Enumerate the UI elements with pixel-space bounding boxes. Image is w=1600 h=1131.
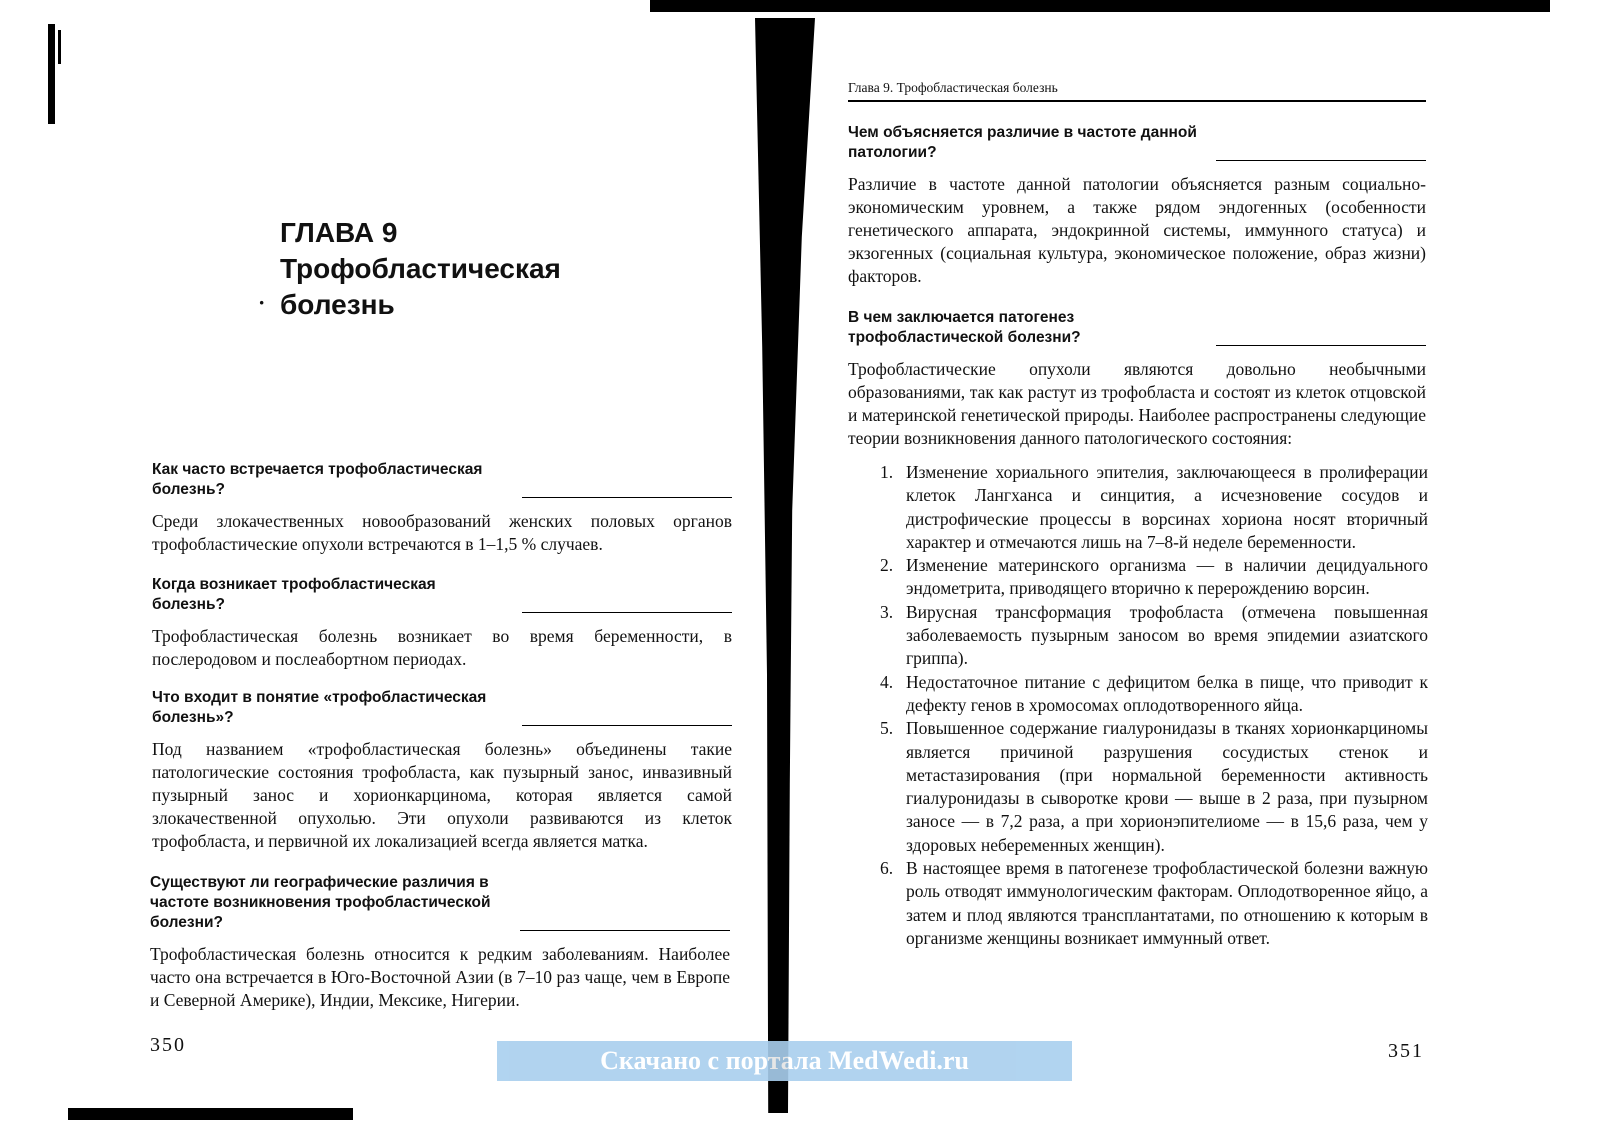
list-number: 3. bbox=[880, 601, 894, 622]
list-item bbox=[880, 601, 1428, 671]
chapter-title-line2: болезнь bbox=[280, 289, 395, 320]
list-item bbox=[880, 717, 1428, 857]
qa-block bbox=[150, 873, 730, 1012]
book-spine-shadow bbox=[755, 18, 815, 1113]
question-heading bbox=[150, 873, 730, 933]
qa-block bbox=[152, 575, 732, 671]
heading-rule bbox=[522, 497, 732, 499]
qa-block bbox=[848, 308, 1426, 450]
chapter-title bbox=[280, 215, 561, 323]
qa-block bbox=[848, 123, 1426, 288]
page-number: 351 bbox=[1388, 1040, 1424, 1062]
chapter-title-line1: Трофобластическая bbox=[280, 253, 561, 284]
download-watermark: Скачано с портала MedWedi.ru bbox=[497, 1041, 1072, 1081]
running-head: Глава 9. Трофобластическая болезнь bbox=[848, 80, 1426, 102]
question-text: Когда возникает трофобластическая болезнь? bbox=[152, 576, 436, 613]
question-heading bbox=[848, 123, 1426, 163]
list-number: 5. bbox=[880, 718, 894, 739]
left-page bbox=[150, 0, 740, 1100]
answer-text: Трофобластическая болезнь возникает во время беременности, в послеродовом и послеабортном периодах. bbox=[152, 626, 732, 669]
list-text: Повышенное содержание гиалуронидазы в тканях хорионкарциномы является причиной разрушения сосудистых стенок и метастазирования (при нормальной беременности активность гиалуронидазы в сыворотке крови — выше в 2 раза, при пузырном заносе — в 7,2 раза, а при хорионэпителиоме — в 15,6 раза, чем у здоровых небеременных женщин). bbox=[906, 718, 1428, 855]
list-text: Изменение материнского организма — в наличии децидуального эндометрита, приводящего вторично к перерождению ворсин. bbox=[906, 555, 1428, 599]
question-heading bbox=[152, 688, 732, 728]
question-text: Существуют ли географические различия в частоте возникновения трофобластической болезни? bbox=[150, 874, 491, 931]
heading-rule bbox=[1216, 160, 1426, 162]
question-text: Как часто встречается трофобластическая болезнь? bbox=[152, 461, 483, 498]
list-number: 1. bbox=[880, 462, 894, 482]
answer-text: Трофобластическая болезнь относится к редким заболеваниям. Наиболее часто она встречается в Юго-Восточной Азии (в 7–10 раз чаще, чем в Европе и Северной Америке), Индии, Мексике, Нигерии. bbox=[150, 944, 730, 1010]
list-text: Изменение хориального эпителия, заключающееся в пролиферации клеток Лангханса и синцития, а исчезновение сосудов и дистрофические процессы в ворсинах хориона носят вторичный характер и отмечаются лишь на 7–8-й неделе беременности. bbox=[906, 462, 1428, 552]
answer-text: Среди злокачественных новообразований женских половых органов трофобластические опухоли встречаются в 1–1,5 % случаев. bbox=[152, 511, 732, 554]
question-heading bbox=[848, 308, 1426, 348]
qa-block bbox=[152, 688, 732, 853]
list-text: В настоящее время в патогенезе трофобластической болезни важную роль отводят иммунологическим факторам. Оплодотворенное яйцо, а затем и плод являются трансплантатами, по отношению к которым в организме женщины возникает иммунный ответ. bbox=[906, 858, 1428, 948]
list-item bbox=[880, 671, 1428, 718]
list-item bbox=[880, 857, 1428, 950]
answer-text: Под названием «трофобластическая болезнь» объединены такие патологические состояния трофобласта, как пузырный занос, инвазивный пузырный занос и хорионкарцинома, которая является самой злокачественной опухолью. Эти опухоли развиваются из клеток трофобласта, и первичной их локализацией всегда является матка. bbox=[152, 739, 732, 851]
scan-edge-bottom bbox=[68, 1108, 353, 1120]
heading-rule bbox=[522, 725, 732, 727]
answer-text: Трофобластические опухоли являются довольно необычными образованиями, так как растут из трофобласта и состоят из клеток отцовской и материнской генетической природы. Наиболее распространены следующие теории возникновения данного патологического состояния: bbox=[848, 359, 1426, 448]
list-number: 2. bbox=[880, 555, 894, 576]
theories-list bbox=[880, 461, 1428, 950]
list-item bbox=[880, 554, 1428, 601]
chapter-label: ГЛАВА 9 bbox=[280, 217, 398, 248]
question-heading bbox=[152, 460, 732, 500]
list-number: 4. bbox=[880, 671, 894, 692]
heading-rule bbox=[520, 930, 730, 932]
question-heading bbox=[152, 575, 732, 615]
scan-edge-left-mark bbox=[58, 30, 61, 64]
list-text: Вирусная трансформация трофобласта (отмечена повышенная заболеваемость пузырным заносом во время эпидемии азиатского гриппа). bbox=[906, 601, 1428, 669]
right-page bbox=[848, 0, 1428, 1100]
list-number: 6. bbox=[880, 858, 894, 879]
scan-edge-left bbox=[48, 24, 55, 124]
page-number: 350 bbox=[150, 1034, 186, 1056]
question-text: Что входит в понятие «трофобластическая болезнь»? bbox=[152, 689, 487, 726]
list-item bbox=[880, 461, 1428, 554]
question-text: В чем заключается патогенез трофобластической болезни? bbox=[848, 309, 1081, 346]
question-text: Чем объясняется различие в частоте данной патологии? bbox=[848, 124, 1197, 161]
list-text: Недостаточное питание с дефицитом белка в пище, что приводит к дефекту генов в хромосомах оплодотворенного яйца. bbox=[906, 671, 1428, 715]
chapter-bullet: · bbox=[258, 290, 266, 315]
answer-text: Различие в частоте данной патологии объясняется разным социально-экономическим уровнем, а также рядом эндогенных (особенности генетического аппарата, эндокринной системы, иммунного статуса) и экзогенных (социальная культура, экономическое положение, образ жизни) факторов. bbox=[848, 174, 1426, 286]
heading-rule bbox=[522, 612, 732, 614]
heading-rule bbox=[1216, 345, 1426, 347]
qa-block bbox=[152, 460, 732, 556]
